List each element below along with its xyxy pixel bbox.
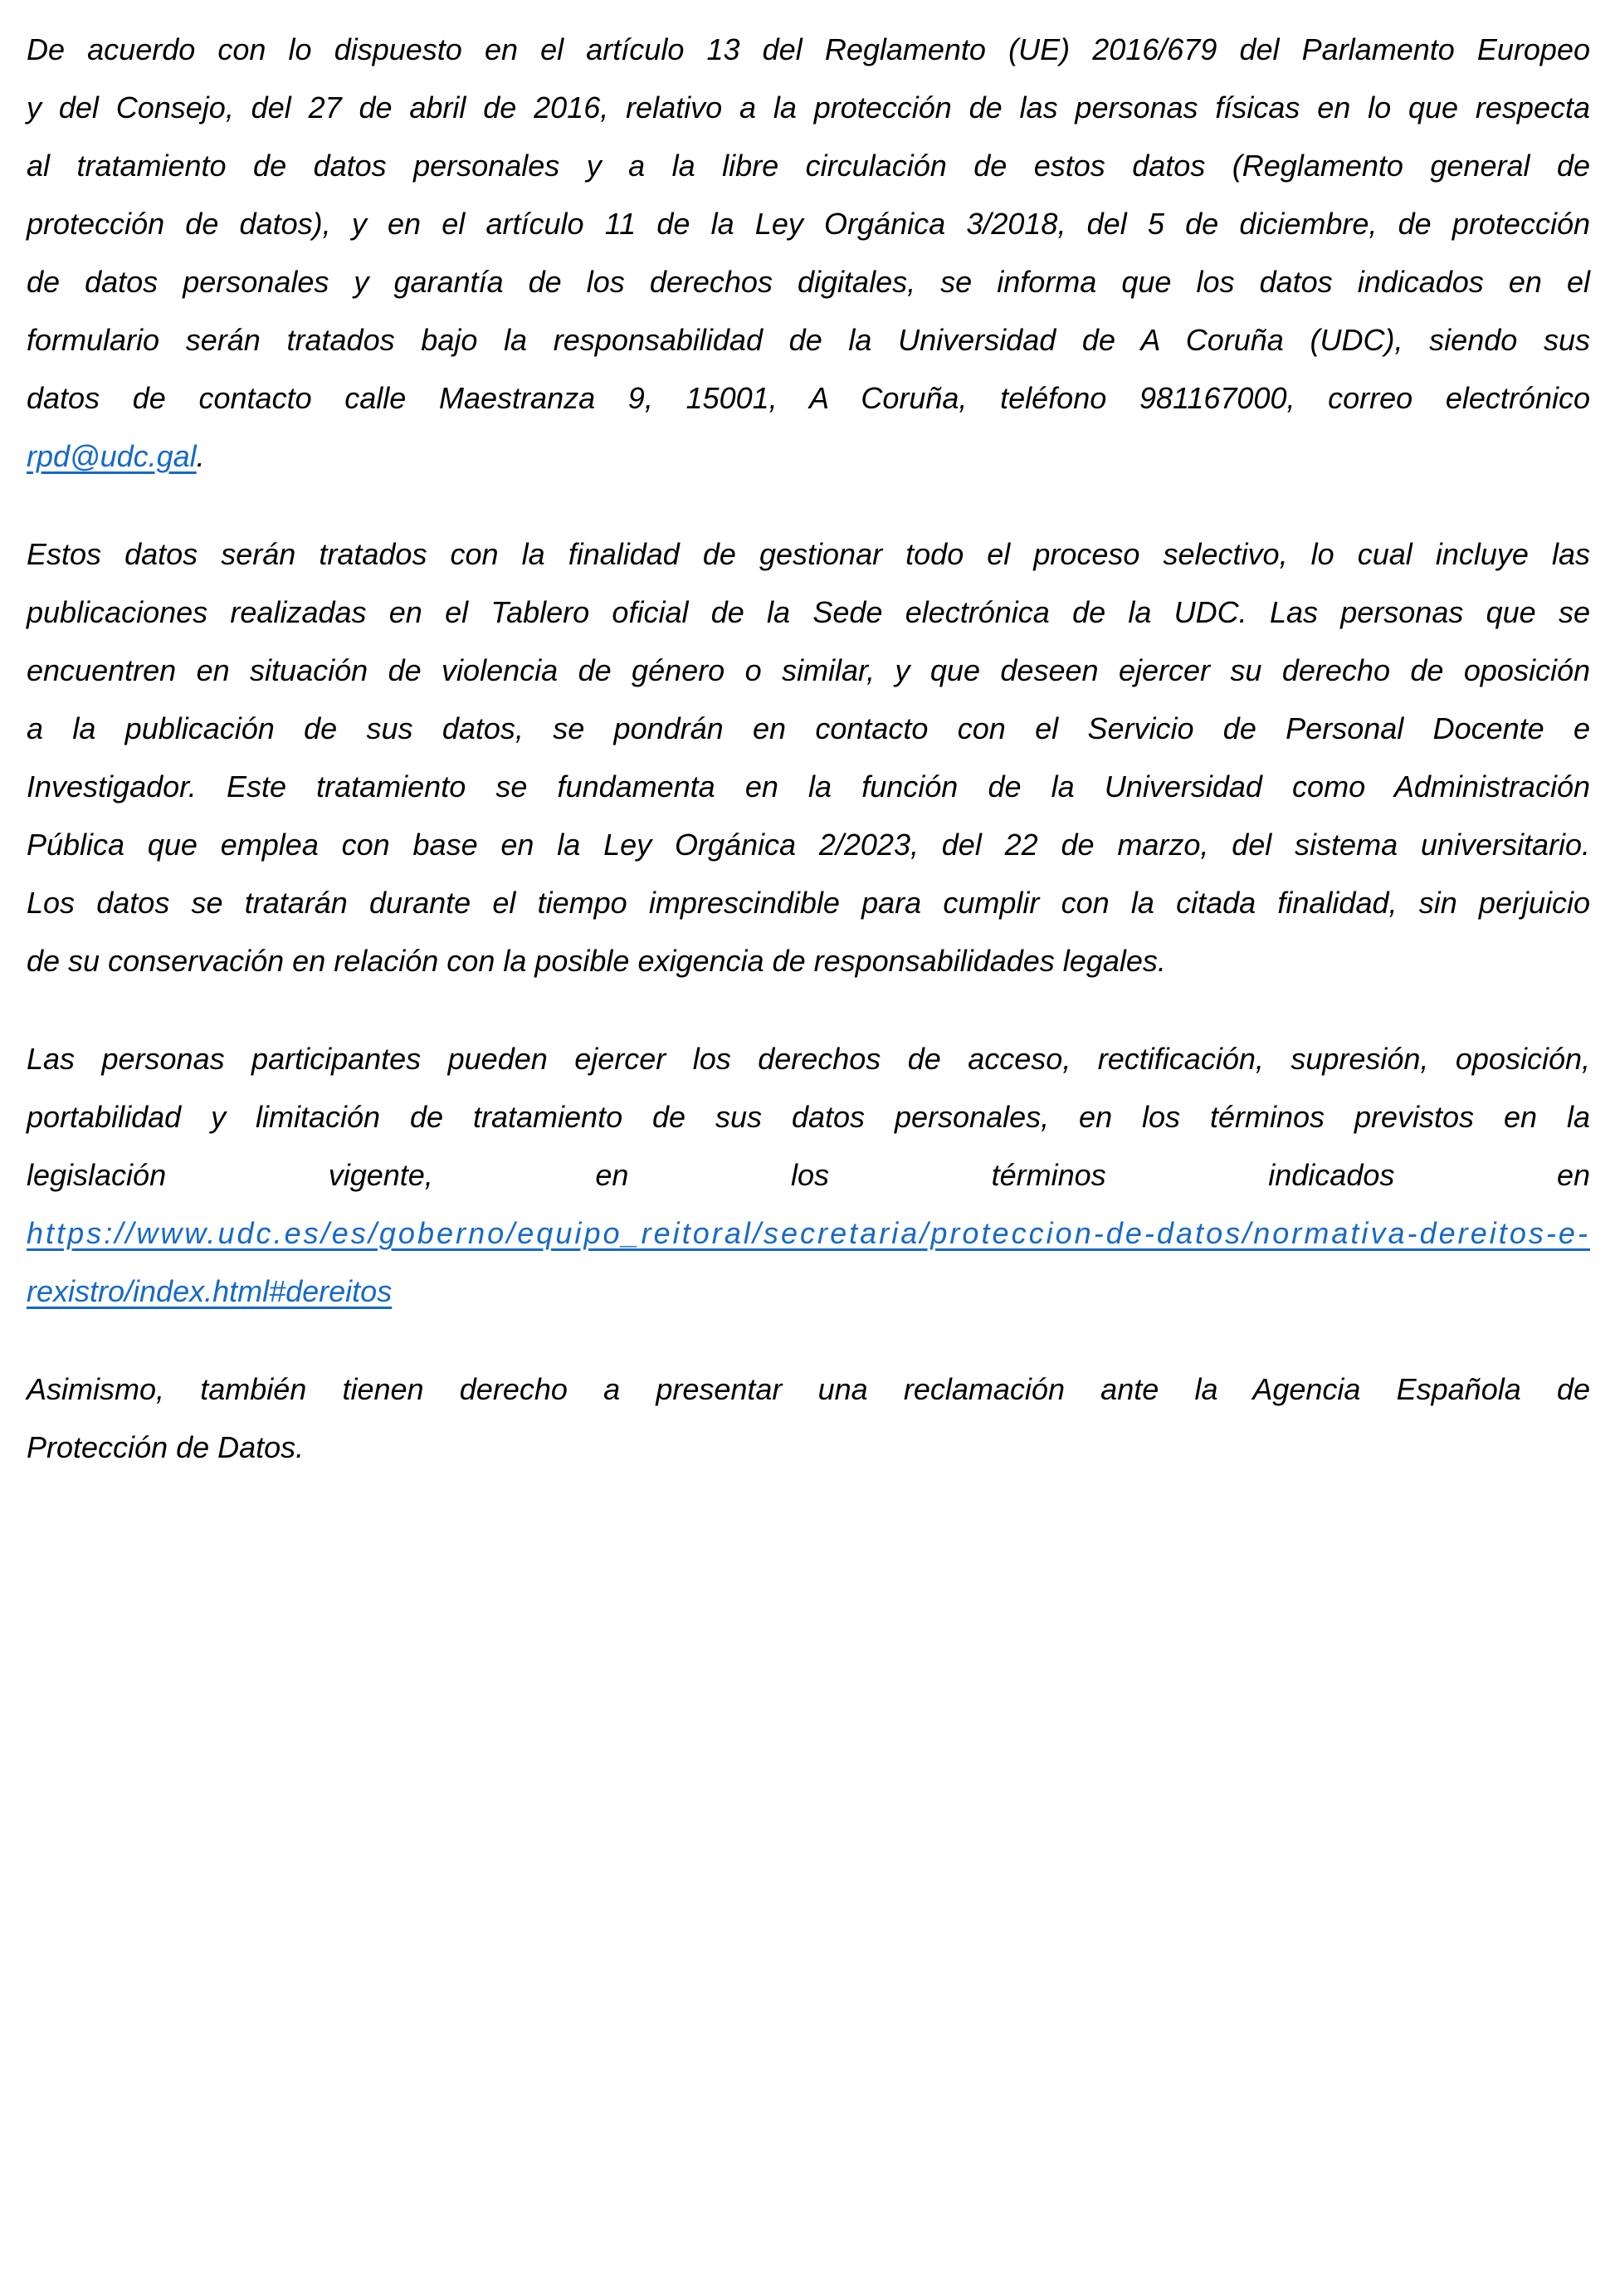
text-line (27, 874, 1590, 932)
text-run: portabilidad y limitación de tratamiento de sus datos personales, en los términos previstos en la (27, 1100, 1590, 1134)
text-run: Los datos se tratarán durante el tiempo imprescindible para cumplir con la citada finalidad, sin perjuicio (27, 886, 1590, 920)
text-run: publicaciones realizadas en el Tablero oficial de la Sede electrónica de la UDC. Las personas que se (27, 595, 1590, 629)
text-run: datos de contacto calle Maestranza 9, 15001, A Coruña, teléfono 981167000, correo electrónico (27, 381, 1590, 415)
text-run: Asimismo, también tienen derecho a presentar una reclamación ante la Agencia Española de (27, 1372, 1590, 1406)
text-line (27, 932, 1590, 990)
text-run: Estos datos serán tratados con la finalidad de gestionar todo el proceso selectivo, lo cual incluye las (27, 537, 1590, 571)
text-line (27, 79, 1590, 137)
text-line (27, 137, 1590, 195)
text-run: legislación vigente, en los términos indicados en (27, 1158, 1590, 1192)
text-run: Las personas participantes pueden ejercer los derechos de acceso, rectificación, supresión, oposición, (27, 1042, 1590, 1076)
text-line (27, 195, 1590, 253)
text-run: de su conservación en relación con la posible exigencia de responsabilidades legales. (27, 944, 1166, 978)
text-line (27, 642, 1590, 700)
paragraph (27, 1030, 1590, 1321)
text-line (27, 1419, 1590, 1477)
paragraph (27, 1361, 1590, 1477)
text-line (27, 1088, 1590, 1146)
text-run: De acuerdo con lo dispuesto en el artículo 13 del Reglamento (UE) 2016/679 del Parlamento Europeo (27, 32, 1590, 66)
paragraph (27, 21, 1590, 486)
paragraph (27, 525, 1590, 990)
text-line (27, 700, 1590, 758)
text-line (27, 369, 1590, 427)
text-line (27, 1204, 1590, 1263)
text-line (27, 1030, 1590, 1088)
text-run: de datos personales y garantía de los derechos digitales, se informa que los datos indicados en el (27, 265, 1590, 299)
text-line (27, 427, 1590, 486)
text-line (27, 21, 1590, 79)
text-line (27, 758, 1590, 816)
text-run: protección de datos), y en el artículo 11 de la Ley Orgánica 3/2018, del 5 de diciembre, de protección (27, 207, 1590, 241)
email-link[interactable]: rpd@udc.gal (27, 439, 197, 473)
text-line (27, 1361, 1590, 1419)
privacy-url-link-line2[interactable]: rexistro/index.html#dereitos (27, 1274, 393, 1308)
text-run: y del Consejo, del 27 de abril de 2016, relativo a la protección de las personas físicas en lo que respecta (27, 90, 1590, 125)
document-content (27, 21, 1590, 1477)
text-line (27, 584, 1590, 642)
text-run: . (196, 439, 205, 473)
text-run: formulario serán tratados bajo la responsabilidad de la Universidad de A Coruña (UDC), siendo sus (27, 323, 1590, 357)
text-line (27, 1263, 1590, 1321)
text-run: al tratamiento de datos personales y a la libre circulación de estos datos (Reglamento general de (27, 149, 1590, 183)
text-run: a la publicación de sus datos, se pondrán en contacto con el Servicio de Personal Docente e (27, 711, 1590, 745)
text-line (27, 1146, 1590, 1204)
text-run: Investigador. Este tratamiento se fundamenta en la función de la Universidad como Administración (27, 769, 1590, 804)
text-line (27, 525, 1590, 584)
text-line (27, 311, 1590, 369)
privacy-url-link-line1[interactable]: https://www.udc.es/es/goberno/equipo_reitoral/secretaria/proteccion-de-datos/normativa-dereitos-e- (27, 1216, 1590, 1250)
text-run: Pública que emplea con base en la Ley Orgánica 2/2023, del 22 de marzo, del sistema universitario. (27, 828, 1590, 862)
text-run: encuentren en situación de violencia de género o similar, y que deseen ejercer su derecho de oposición (27, 653, 1590, 687)
text-run: Protección de Datos. (27, 1430, 305, 1464)
text-line (27, 816, 1590, 874)
text-line (27, 253, 1590, 311)
